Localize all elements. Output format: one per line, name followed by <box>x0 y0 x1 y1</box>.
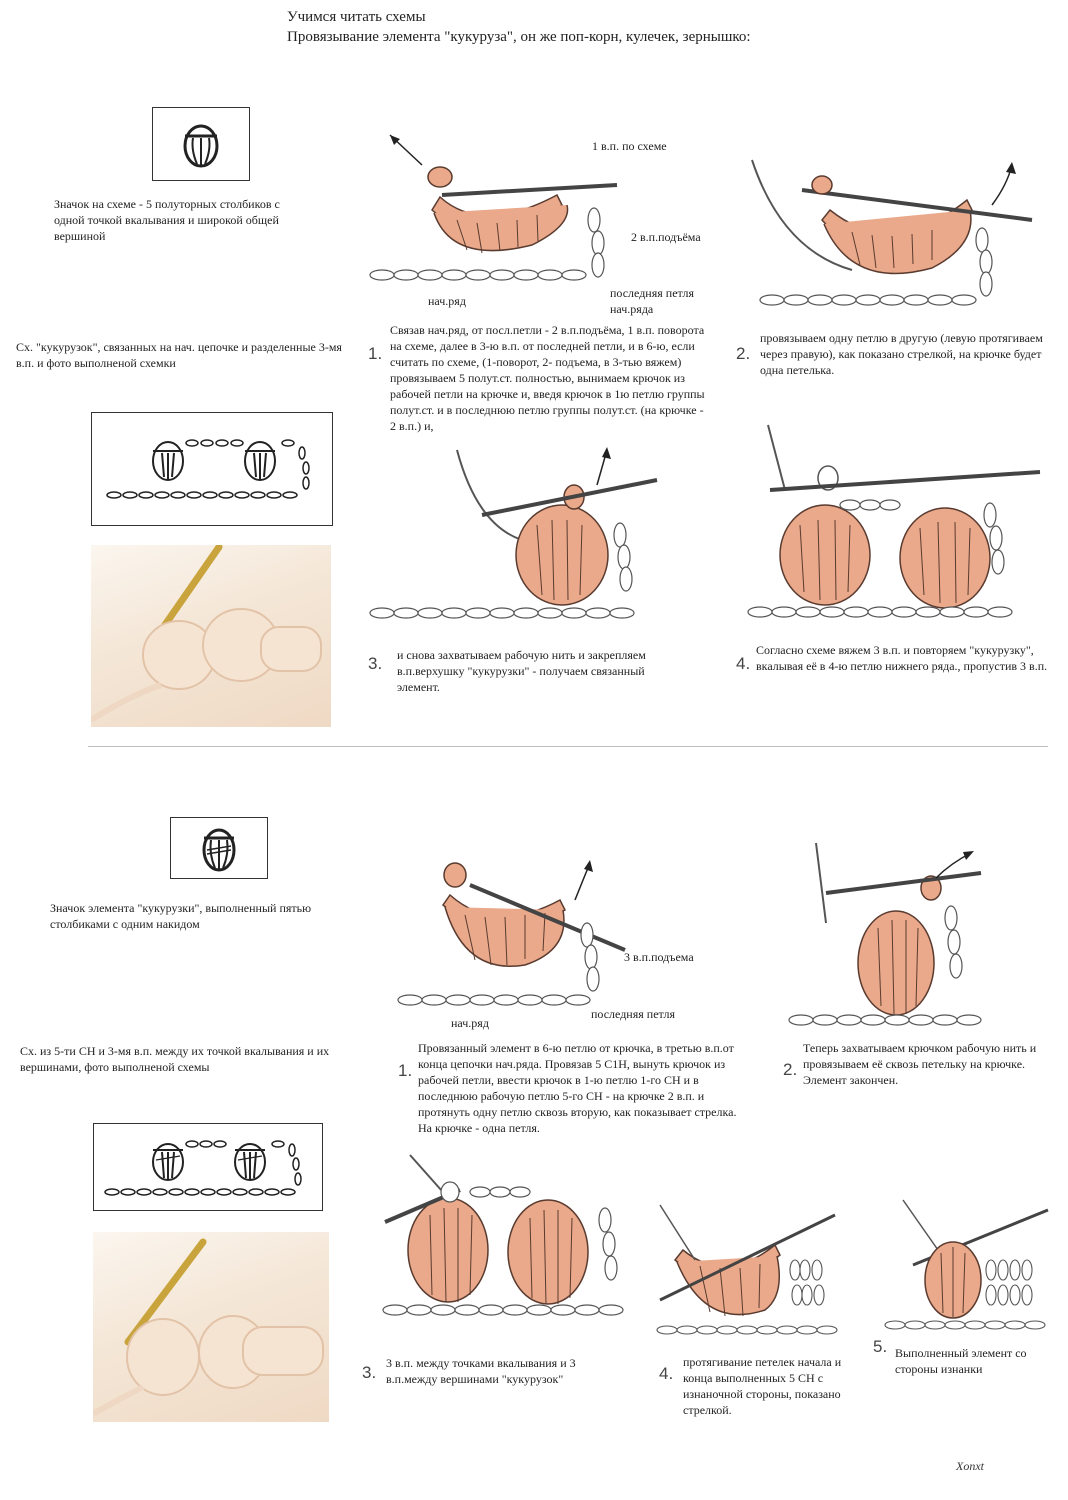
watermark-signature: Xonxt <box>956 1459 984 1473</box>
illustration-s2-step1 <box>395 855 635 1020</box>
label-one-ch: 1 в.п. по схеме <box>592 139 667 153</box>
illustration-s2-step5 <box>883 1195 1053 1340</box>
popcorn-symbol-icon <box>153 108 249 180</box>
s2-step5-text: Выполненный элемент со стороны изнанки <box>895 1346 1027 1376</box>
s2-step4-text: протягивание петелек начала и конца выполненных 5 СН с изнаночной стороны, показано стрелкой. <box>683 1355 842 1417</box>
label-base-row-2: нач.ряд <box>451 1016 489 1030</box>
s2-step5-number: 5. <box>873 1337 888 1356</box>
page-title-line2: Провязывание элемента "кукуруза", он же поп-корн, кулечек, зернышко: <box>287 29 751 45</box>
symbol-box-dc-popcorn <box>170 817 268 879</box>
scheme-chain-dc-icon <box>94 1124 322 1210</box>
label-last-loop: последняя петля нач.ряда <box>610 286 694 316</box>
s2-step1-text: Провязанный элемент в 6-ю петлю от крючка, в третью в.п.от конца цепочки нач.ряда. Провязав 5 С1Н, вынуть крючок из рабочей петли, ввести крючок в 1-ю петлю 1-го СН и в последнюю рабочую петлю 5-го СН - на крючке 2 в.п. и протянуть одну петлю сквозь вторую, как показывает стрелка. На крючке - одна петля. <box>418 1041 737 1135</box>
step4-text: Согласно схеме вяжем 3 в.п. и повторяем "кукурузку", вкалывая её в 4-ю петлю нижнего ряда., пропустив 3 в.п. <box>756 643 1048 673</box>
step2-text: провязываем одну петлю в другую (левую протягиваем через правую), как показано стрелкой, на крючке будет одна петелька. <box>760 331 1043 377</box>
label-base-row: нач.ряд <box>428 294 466 308</box>
illustration-step4 <box>740 420 1050 630</box>
scheme-caption: Сх. "кукурузок", связанных на нач. цепочке и разделенные 3-мя в.п. и фото выполненой схемки <box>16 340 342 370</box>
step3-number: 3. <box>368 654 383 673</box>
popcorn-dc-symbol-icon <box>171 818 267 878</box>
label-last-loop-2: последняя петля <box>591 1007 675 1021</box>
s2-step2-text: Теперь захватываем крючком рабочую нить и провязываем её сквозь петельку на крючке. Элемент закончен. <box>803 1041 1037 1087</box>
illustration-step2 <box>742 150 1042 325</box>
scheme-caption-2: Сх. из 5-ти СН и 3-мя в.п. между их точкой вкалывания и их вершинами, фото выполненой схемы <box>20 1044 330 1074</box>
photo-finished-sample-1 <box>91 545 331 727</box>
illustration-step3 <box>362 445 662 630</box>
step2-number: 2. <box>736 344 751 363</box>
crochet-photo-2-icon <box>93 1232 329 1422</box>
illustration-s2-step3 <box>380 1150 635 1325</box>
s2-step3-text: 3 в.п. между точками вкалывания и 3 в.п.между вершинами "кукурузок" <box>386 1356 576 1386</box>
s2-step3-number: 3. <box>362 1363 377 1382</box>
crochet-photo-icon <box>91 545 331 727</box>
section-divider <box>88 746 1048 747</box>
symbol-caption: Значок на схеме - 5 полуторных столбиков с одной точкой вкалывания и широкой общей вершиной <box>54 197 280 243</box>
step4-number: 4. <box>736 654 751 673</box>
label-two-ch-lift: 2 в.п.подъёма <box>631 230 701 244</box>
s2-step1-number: 1. <box>398 1061 413 1080</box>
illustration-s2-step2 <box>786 838 986 1038</box>
illustration-s2-step4 <box>655 1200 840 1345</box>
scheme-chain-icon <box>92 413 332 525</box>
scheme-diagram-2 <box>93 1123 323 1211</box>
step3-text: и снова захватываем рабочую нить и закрепляем в.п.верхушку "кукурузки" - получаем связанный элемент. <box>397 648 646 694</box>
step1-text: Связав нач.ряд, от посл.петли - 2 в.п.подъёма, 1 в.п. поворота на схеме, далее в 3-ю в.п. от последней петли, и в 6-ю, если считать по схеме, (1-поворот, 2- подъема, в 3-тью вяжем) провязываем 5 полут.ст. полностью, вынимаем крючок из рабочей петли на крючке и, введя крючок в 1ю петлю группы полут.ст. и в последнюю петлю группы полут.ст. (на крючке - 2 в.п.) и, <box>390 323 705 433</box>
symbol-box-hdc-popcorn <box>152 107 250 181</box>
scheme-diagram <box>91 412 333 526</box>
s2-step4-number: 4. <box>659 1364 674 1383</box>
label-three-ch-lift: 3 в.п.подъема <box>624 950 694 964</box>
symbol-caption-2: Значок элемента "кукурузки", выполненный пятью столбиками с одним накидом <box>50 901 312 931</box>
photo-finished-sample-2 <box>93 1232 329 1422</box>
s2-step2-number: 2. <box>783 1060 798 1079</box>
step1-number: 1. <box>368 344 383 363</box>
page-title-line1: Учимся читать схемы <box>287 9 426 25</box>
illustration-step1 <box>362 125 622 305</box>
